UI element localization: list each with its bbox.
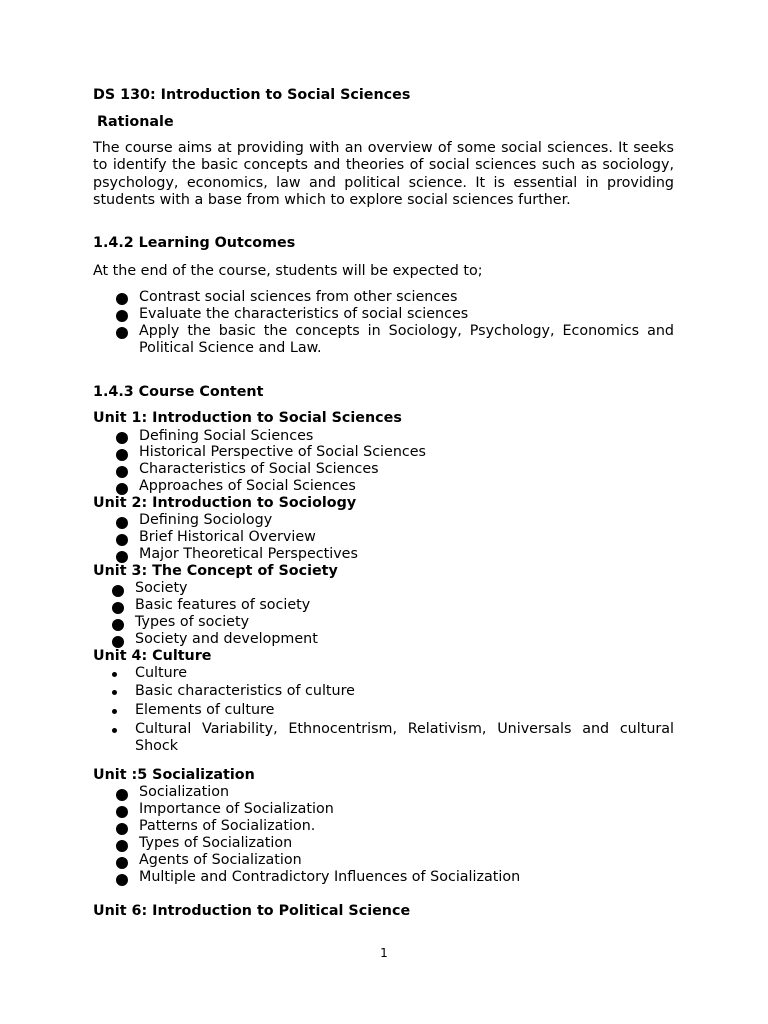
bullet-icon [116,823,128,835]
bullet-icon [116,789,128,801]
list-item: Importance of Socialization [139,801,334,817]
bullet-icon [116,534,128,546]
bullet-icon [112,672,117,677]
bullet-icon [112,728,117,733]
bullet-icon [116,551,128,563]
bullet-icon [112,619,124,631]
unit-title: Unit :5 Socialization [93,767,255,783]
list-item: Society and development [135,631,318,647]
bullet-icon [116,293,128,305]
bullet-icon [116,327,128,339]
list-item: Defining Social Sciences [139,428,314,444]
bullet-icon [116,874,128,886]
list-item: Approaches of Social Sciences [139,478,356,494]
list-item: Socialization [139,784,230,800]
list-item: Patterns of Socialization. [139,818,316,834]
rationale-paragraph: The course aims at providing with an overview of some social sciences. It seeks to identify the basic concepts and theories of social sciences such as sociology, psychology, economics, law and political science. It is essential in providing students with a base from which to explore social sciences further. [93,140,674,208]
bullet-icon [116,449,128,461]
bullet-icon [116,806,128,818]
rationale-heading: Rationale [97,114,174,130]
list-item: Major Theoretical Perspectives [139,546,358,562]
course-content-heading: 1.4.3 Course Content [93,384,264,400]
bullet-icon [116,483,128,495]
learning-outcomes-intro: At the end of the course, students will be expected to; [93,263,483,279]
unit-title: Unit 3: The Concept of Society [93,563,338,579]
unit-title: Unit 2: Introduction to Sociology [93,495,357,511]
list-item: Multiple and Contradictory Influences of Socialization [139,869,521,885]
list-item: Types of Socialization [139,835,293,851]
list-item: Characteristics of Social Sciences [139,461,379,477]
list-item: Cultural Variability, Ethnocentrism, Relativism, Universals and cultural Shock [135,721,674,754]
bullet-icon [116,840,128,852]
unit-title: Unit 6: Introduction to Political Science [93,903,411,919]
list-item: Historical Perspective of Social Sciences [139,444,426,460]
bullet-icon [112,709,117,714]
bullet-icon [116,310,128,322]
course-title: DS 130: Introduction to Social Sciences [93,87,411,103]
list-item: Agents of Socialization [139,852,302,868]
unit-title: Unit 1: Introduction to Social Sciences [93,410,402,426]
bullet-icon [112,690,117,695]
learning-outcomes-heading: 1.4.2 Learning Outcomes [93,235,296,251]
list-item: Contrast social sciences from other sciences [139,289,458,305]
bullet-icon [112,636,124,648]
list-item: Apply the basic the concepts in Sociology, Psychology, Economics and Political Science and Law. [139,323,674,356]
list-item: Types of society [135,614,250,630]
list-item: Brief Historical Overview [139,529,316,545]
list-item: Basic characteristics of culture [135,683,355,699]
list-item: Defining Sociology [139,512,273,528]
list-item: Society [135,580,188,596]
list-item: Culture [135,665,188,681]
list-item: Evaluate the characteristics of social sciences [139,306,469,322]
list-item: Basic features of society [135,597,311,613]
bullet-icon [116,466,128,478]
page-number: 1 [380,946,388,960]
bullet-icon [116,432,128,444]
bullet-icon [116,517,128,529]
bullet-icon [112,585,124,597]
bullet-icon [116,857,128,869]
list-item: Elements of culture [135,702,275,718]
bullet-icon [112,602,124,614]
unit-title: Unit 4: Culture [93,648,212,664]
